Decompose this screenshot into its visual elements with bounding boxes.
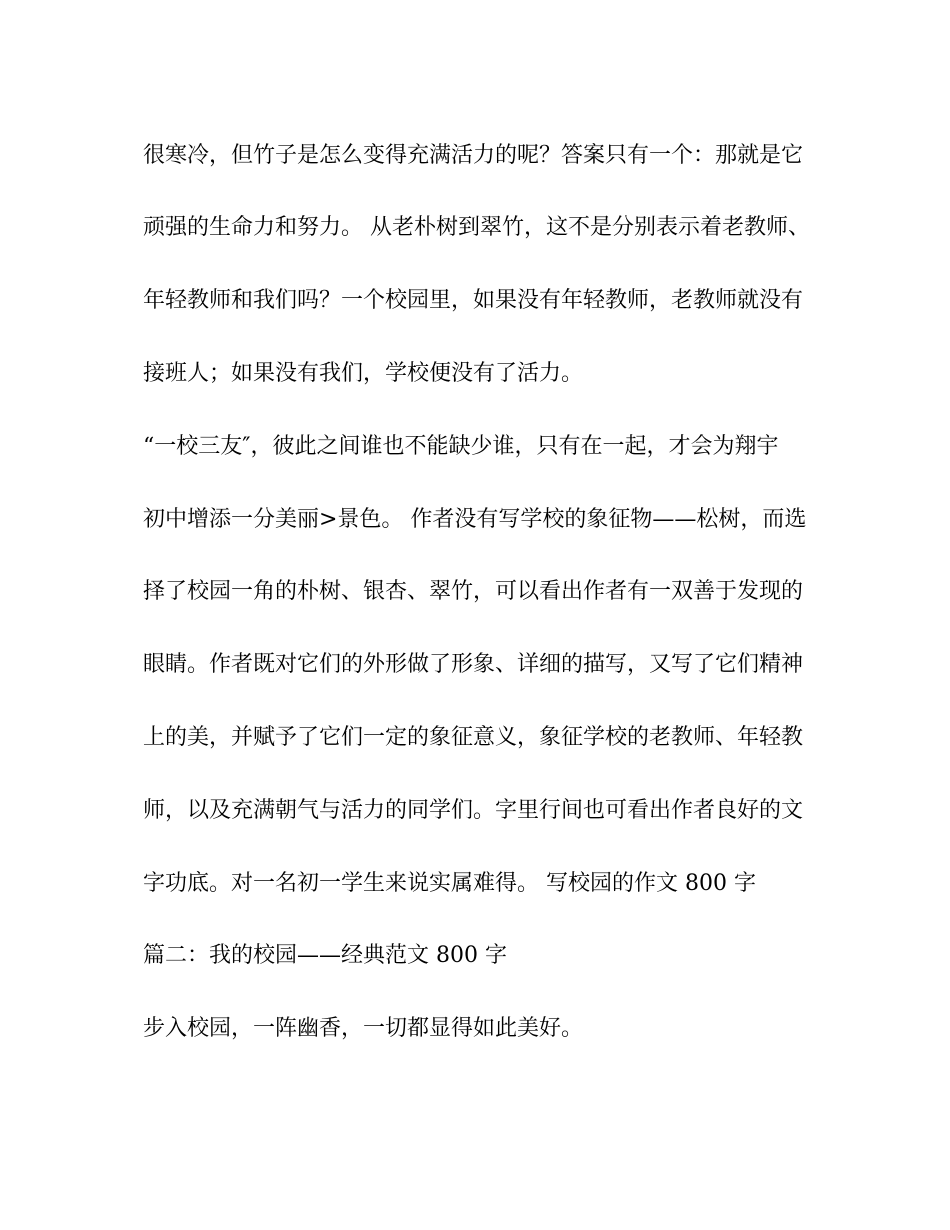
text-line: 师，以及充满朝气与活力的同学们。字里行间也可看出作者良好的文: [143, 798, 804, 823]
text-line: 顽强的生命力和努力。 从老朴树到翠竹，这不是分别表示着老教师、: [143, 215, 810, 240]
section-heading: 篇二：我的校园——经典范文 800 字: [143, 943, 507, 968]
text-line: 眼睛。作者既对它们的外形做了形象、详细的描写，又写了它们精神: [143, 652, 804, 677]
text-line: 年轻教师和我们吗？一个校园里，如果没有年轻教师，老教师就没有: [143, 288, 804, 313]
text-line: 择了校园一角的朴树、银杏、翠竹，可以看出作者有一双善于发现的: [143, 579, 804, 604]
text-line: 很寒冷，但竹子是怎么变得充满活力的呢？答案只有一个：那就是它: [143, 143, 804, 168]
text-line: 初中增添一分美丽>景色。 作者没有写学校的象征物——松树，而选: [143, 507, 807, 532]
text-line: 字功底。对一名初一学生来说实属难得。 写校园的作文 800 字: [143, 871, 756, 896]
text-line: 步入校园，一阵幽香，一切都显得如此美好。: [143, 1016, 584, 1041]
text-line: “一校三友″，彼此之间谁也不能缺少谁，只有在一起，才会为翔宇: [143, 434, 779, 459]
text-line: 接班人；如果没有我们，学校便没有了活力。: [143, 361, 584, 386]
text-line: 上的美，并赋予了它们一定的象征意义，象征学校的老教师、年轻教: [143, 725, 804, 750]
